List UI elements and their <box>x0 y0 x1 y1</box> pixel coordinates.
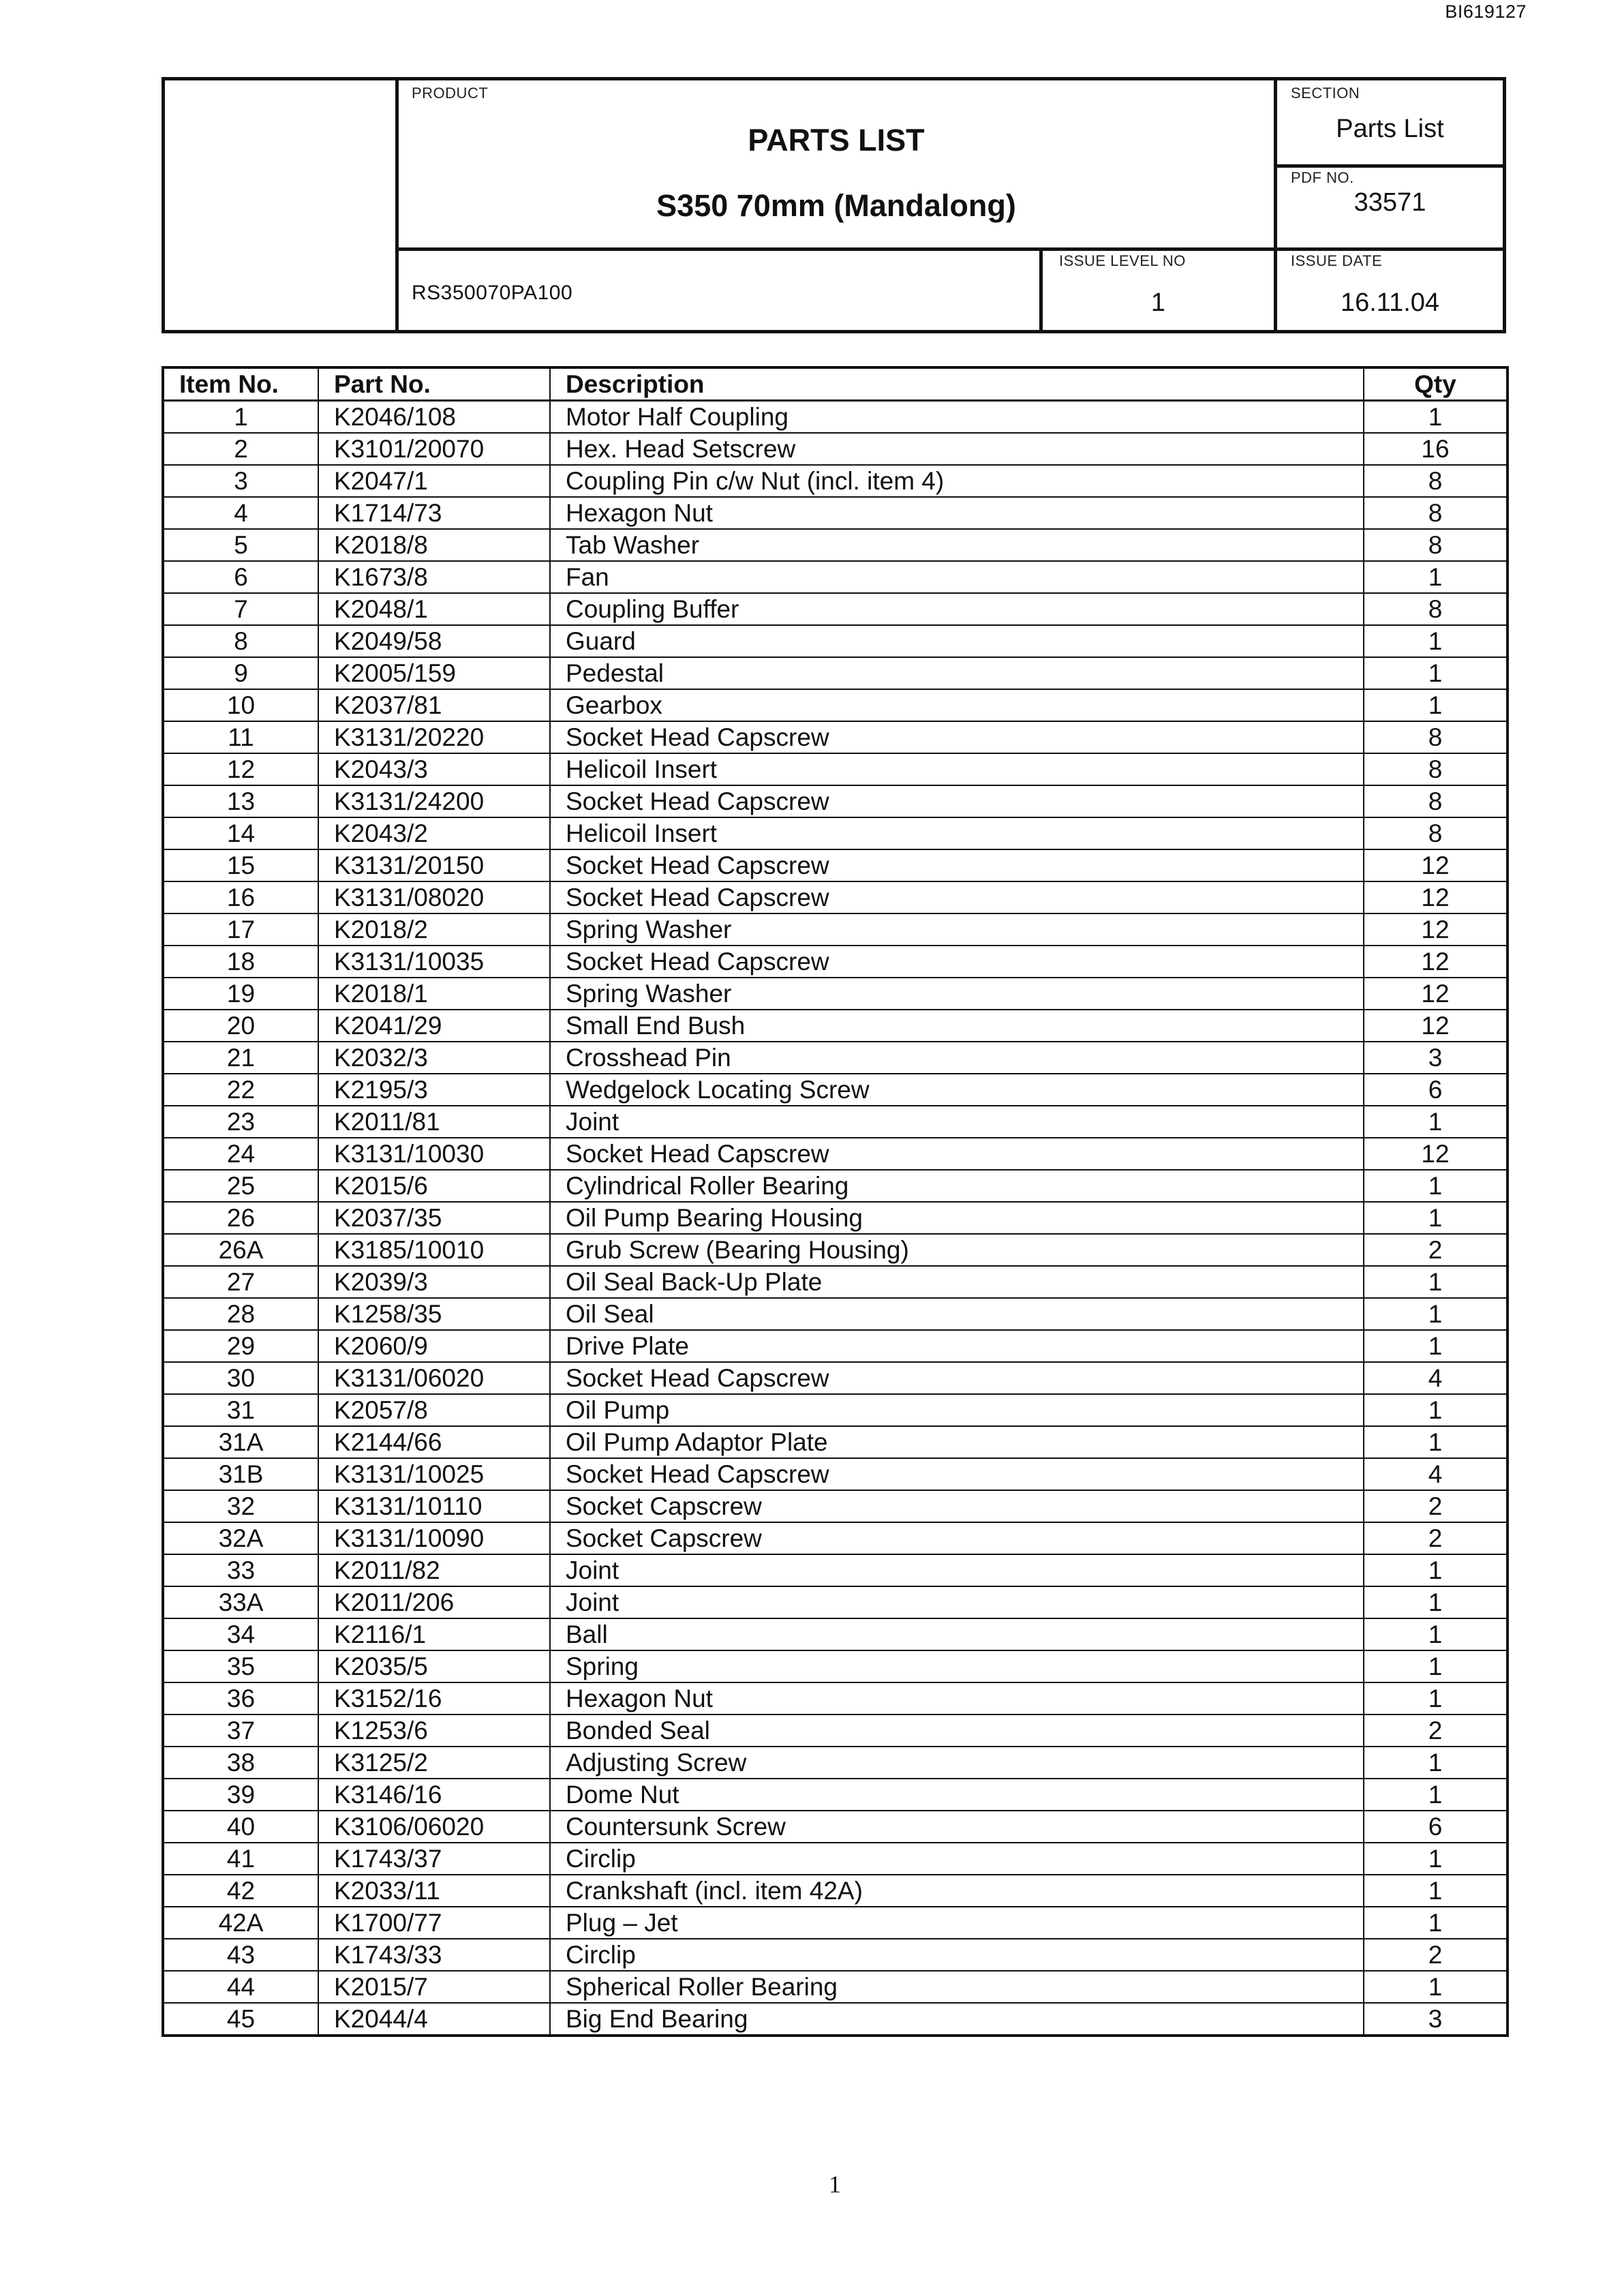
divider <box>395 247 1503 251</box>
table-row <box>163 401 1508 434</box>
cell-qty: 1 <box>1364 1747 1508 1779</box>
cell-item-no: 9 <box>163 657 318 689</box>
cell-part-no: K1700/77 <box>318 1907 550 1939</box>
cell-part-no: K2041/29 <box>318 1010 550 1042</box>
cell-description: Wedgelock Locating Screw <box>550 1074 1364 1106</box>
cell-item-no: 3 <box>163 465 318 497</box>
table-row <box>163 753 1508 785</box>
cell-item-no: 1 <box>163 401 318 434</box>
cell-description: Circlip <box>550 1843 1364 1875</box>
cell-item-no: 28 <box>163 1298 318 1330</box>
cell-qty: 8 <box>1364 529 1508 561</box>
cell-part-no: K3131/10030 <box>318 1138 550 1170</box>
cell-description: Grub Screw (Bearing Housing) <box>550 1234 1364 1266</box>
table-row <box>163 1618 1508 1650</box>
cell-part-no: K3152/16 <box>318 1682 550 1715</box>
cell-description: Socket Head Capscrew <box>550 1362 1364 1394</box>
page-number: 1 <box>829 2171 841 2198</box>
cell-qty: 1 <box>1364 1202 1508 1234</box>
cell-description: Oil Pump <box>550 1394 1364 1426</box>
cell-part-no: K1258/35 <box>318 1298 550 1330</box>
cell-qty: 12 <box>1364 849 1508 881</box>
cell-part-no: K1743/37 <box>318 1843 550 1875</box>
cell-qty: 8 <box>1364 785 1508 817</box>
page-title: PARTS LIST <box>748 123 925 157</box>
section-value: Parts List <box>1336 115 1444 143</box>
table-row <box>163 849 1508 881</box>
cell-description: Ball <box>550 1618 1364 1650</box>
table-row <box>163 1074 1508 1106</box>
table-row <box>163 1330 1508 1362</box>
cell-qty: 12 <box>1364 978 1508 1010</box>
cell-description: Socket Head Capscrew <box>550 881 1364 913</box>
table-row <box>163 946 1508 978</box>
table-row <box>163 785 1508 817</box>
document-code: RS350070PA100 <box>412 282 573 304</box>
cell-description: Socket Head Capscrew <box>550 1138 1364 1170</box>
cell-part-no: K2043/3 <box>318 753 550 785</box>
cell-item-no: 44 <box>163 1971 318 2003</box>
cell-description: Circlip <box>550 1939 1364 1971</box>
table-row <box>163 433 1508 465</box>
cell-qty: 3 <box>1364 2003 1508 2036</box>
cell-qty: 1 <box>1364 1330 1508 1362</box>
cell-part-no: K3131/08020 <box>318 881 550 913</box>
cell-description: Oil Pump Adaptor Plate <box>550 1426 1364 1458</box>
cell-item-no: 35 <box>163 1650 318 1682</box>
cell-item-no: 41 <box>163 1843 318 1875</box>
cell-item-no: 38 <box>163 1747 318 1779</box>
table-row <box>163 1747 1508 1779</box>
product-caption: PRODUCT <box>412 85 489 102</box>
cell-item-no: 33A <box>163 1586 318 1618</box>
cell-qty: 1 <box>1364 401 1508 434</box>
pdf-no-caption: PDF NO. <box>1291 169 1354 186</box>
cell-description: Socket Head Capscrew <box>550 849 1364 881</box>
cell-description: Cylindrical Roller Bearing <box>550 1170 1364 1202</box>
divider <box>1274 164 1503 168</box>
cell-description: Oil Seal Back-Up Plate <box>550 1266 1364 1298</box>
cell-part-no: K1714/73 <box>318 497 550 529</box>
cell-item-no: 27 <box>163 1266 318 1298</box>
cell-description: Socket Capscrew <box>550 1490 1364 1522</box>
table-row <box>163 1650 1508 1682</box>
cell-item-no: 21 <box>163 1042 318 1074</box>
cell-item-no: 29 <box>163 1330 318 1362</box>
table-row <box>163 721 1508 753</box>
cell-item-no: 17 <box>163 913 318 946</box>
table-row <box>163 689 1508 721</box>
table-row <box>163 1875 1508 1907</box>
table-row <box>163 1907 1508 1939</box>
cell-description: Gearbox <box>550 689 1364 721</box>
cell-part-no: K3131/10035 <box>318 946 550 978</box>
cell-part-no: K1673/8 <box>318 561 550 593</box>
cell-qty: 2 <box>1364 1490 1508 1522</box>
cell-description: Small End Bush <box>550 1010 1364 1042</box>
table-row <box>163 1266 1508 1298</box>
cell-qty: 1 <box>1364 1170 1508 1202</box>
cell-qty: 1 <box>1364 657 1508 689</box>
cell-description: Countersunk Screw <box>550 1811 1364 1843</box>
cell-part-no: K2037/81 <box>318 689 550 721</box>
cell-part-no: K3131/06020 <box>318 1362 550 1394</box>
cell-description: Socket Head Capscrew <box>550 785 1364 817</box>
table-row <box>163 1586 1508 1618</box>
cell-description: Socket Head Capscrew <box>550 1458 1364 1490</box>
table-row <box>163 1554 1508 1586</box>
cell-item-no: 34 <box>163 1618 318 1650</box>
cell-qty: 8 <box>1364 497 1508 529</box>
cell-qty: 1 <box>1364 1682 1508 1715</box>
table-body <box>163 401 1508 2036</box>
cell-description: Crankshaft (incl. item 42A) <box>550 1875 1364 1907</box>
cell-description: Pedestal <box>550 657 1364 689</box>
cell-qty: 2 <box>1364 1234 1508 1266</box>
cell-qty: 4 <box>1364 1458 1508 1490</box>
cell-part-no: K3131/10090 <box>318 1522 550 1554</box>
cell-part-no: K2144/66 <box>318 1426 550 1458</box>
table-row <box>163 1939 1508 1971</box>
cell-qty: 8 <box>1364 465 1508 497</box>
table-row <box>163 978 1508 1010</box>
table-row <box>163 1522 1508 1554</box>
cell-qty: 8 <box>1364 817 1508 849</box>
cell-part-no: K2048/1 <box>318 593 550 625</box>
cell-item-no: 16 <box>163 881 318 913</box>
table-row <box>163 1234 1508 1266</box>
cell-part-no: K2011/82 <box>318 1554 550 1586</box>
table-header-row <box>163 367 1508 401</box>
cell-qty: 1 <box>1364 1618 1508 1650</box>
cell-description: Big End Bearing <box>550 2003 1364 2036</box>
cell-qty: 12 <box>1364 946 1508 978</box>
cell-item-no: 42A <box>163 1907 318 1939</box>
cell-qty: 1 <box>1364 1907 1508 1939</box>
column-header-part-no: Part No. <box>318 367 550 401</box>
cell-part-no: K3101/20070 <box>318 433 550 465</box>
pdf-no-value: 33571 <box>1353 188 1426 217</box>
cell-qty: 6 <box>1364 1811 1508 1843</box>
cell-part-no: K2011/206 <box>318 1586 550 1618</box>
cell-part-no: K2046/108 <box>318 401 550 434</box>
cell-qty: 4 <box>1364 1362 1508 1394</box>
cell-description: Coupling Pin c/w Nut (incl. item 4) <box>550 465 1364 497</box>
cell-part-no: K3131/10110 <box>318 1490 550 1522</box>
cell-description: Adjusting Screw <box>550 1747 1364 1779</box>
issue-date-value: 16.11.04 <box>1340 288 1440 317</box>
cell-description: Joint <box>550 1106 1364 1138</box>
table-row <box>163 529 1508 561</box>
cell-qty: 8 <box>1364 721 1508 753</box>
table-row <box>163 561 1508 593</box>
cell-item-no: 39 <box>163 1779 318 1811</box>
cell-part-no: K2057/8 <box>318 1394 550 1426</box>
cell-item-no: 12 <box>163 753 318 785</box>
cell-qty: 1 <box>1364 1843 1508 1875</box>
section-caption: SECTION <box>1291 85 1360 102</box>
cell-item-no: 2 <box>163 433 318 465</box>
cell-part-no: K2018/1 <box>318 978 550 1010</box>
table-row <box>163 817 1508 849</box>
document-reference: BI619127 <box>1445 1 1527 22</box>
table-row <box>163 593 1508 625</box>
cell-description: Tab Washer <box>550 529 1364 561</box>
cell-qty: 2 <box>1364 1939 1508 1971</box>
table-row <box>163 1682 1508 1715</box>
cell-part-no: K3131/20220 <box>318 721 550 753</box>
cell-description: Motor Half Coupling <box>550 401 1364 434</box>
cell-description: Helicoil Insert <box>550 817 1364 849</box>
cell-description: Joint <box>550 1586 1364 1618</box>
cell-item-no: 37 <box>163 1715 318 1747</box>
cell-description: Plug – Jet <box>550 1907 1364 1939</box>
table-row <box>163 1779 1508 1811</box>
cell-item-no: 26A <box>163 1234 318 1266</box>
cell-description: Coupling Buffer <box>550 593 1364 625</box>
table-row <box>163 1298 1508 1330</box>
table-row <box>163 497 1508 529</box>
cell-item-no: 30 <box>163 1362 318 1394</box>
table-row <box>163 1394 1508 1426</box>
cell-item-no: 31 <box>163 1394 318 1426</box>
cell-description: Joint <box>550 1554 1364 1586</box>
cell-part-no: K1253/6 <box>318 1715 550 1747</box>
table-row <box>163 881 1508 913</box>
cell-part-no: K3185/10010 <box>318 1234 550 1266</box>
cell-qty: 1 <box>1364 1106 1508 1138</box>
cell-part-no: K2018/2 <box>318 913 550 946</box>
cell-part-no: K2039/3 <box>318 1266 550 1298</box>
cell-qty: 2 <box>1364 1522 1508 1554</box>
cell-part-no: K2116/1 <box>318 1618 550 1650</box>
issue-level-value: 1 <box>1150 288 1166 317</box>
cell-qty: 1 <box>1364 1650 1508 1682</box>
cell-item-no: 40 <box>163 1811 318 1843</box>
cell-item-no: 5 <box>163 529 318 561</box>
cell-qty: 1 <box>1364 1971 1508 2003</box>
cell-part-no: K3131/24200 <box>318 785 550 817</box>
cell-qty: 16 <box>1364 433 1508 465</box>
cell-part-no: K2018/8 <box>318 529 550 561</box>
cell-description: Helicoil Insert <box>550 753 1364 785</box>
cell-part-no: K3106/06020 <box>318 1811 550 1843</box>
cell-part-no: K2047/1 <box>318 465 550 497</box>
issue-level-caption: ISSUE LEVEL NO <box>1059 252 1186 269</box>
cell-qty: 6 <box>1364 1074 1508 1106</box>
cell-qty: 1 <box>1364 1586 1508 1618</box>
cell-qty: 12 <box>1364 881 1508 913</box>
cell-item-no: 36 <box>163 1682 318 1715</box>
table-row <box>163 1042 1508 1074</box>
cell-item-no: 31B <box>163 1458 318 1490</box>
table-row <box>163 1362 1508 1394</box>
cell-item-no: 7 <box>163 593 318 625</box>
cell-description: Hexagon Nut <box>550 1682 1364 1715</box>
table-row <box>163 913 1508 946</box>
cell-description: Drive Plate <box>550 1330 1364 1362</box>
table-row <box>163 1426 1508 1458</box>
cell-description: Hex. Head Setscrew <box>550 433 1364 465</box>
issue-date-caption: ISSUE DATE <box>1291 252 1383 269</box>
cell-item-no: 43 <box>163 1939 318 1971</box>
cell-description: Spring Washer <box>550 913 1364 946</box>
cell-item-no: 13 <box>163 785 318 817</box>
title-block <box>162 77 1506 333</box>
table-row <box>163 1170 1508 1202</box>
cell-qty: 1 <box>1364 1298 1508 1330</box>
cell-item-no: 33 <box>163 1554 318 1586</box>
cell-item-no: 26 <box>163 1202 318 1234</box>
cell-qty: 12 <box>1364 1010 1508 1042</box>
table-row <box>163 1490 1508 1522</box>
cell-description: Bonded Seal <box>550 1715 1364 1747</box>
cell-qty: 1 <box>1364 1426 1508 1458</box>
cell-item-no: 25 <box>163 1170 318 1202</box>
cell-item-no: 8 <box>163 625 318 657</box>
parts-table <box>162 366 1509 2037</box>
cell-item-no: 32A <box>163 1522 318 1554</box>
cell-description: Dome Nut <box>550 1779 1364 1811</box>
cell-part-no: K2060/9 <box>318 1330 550 1362</box>
cell-item-no: 6 <box>163 561 318 593</box>
cell-part-no: K2015/7 <box>318 1971 550 2003</box>
column-header-qty: Qty <box>1364 367 1508 401</box>
cell-part-no: K2044/4 <box>318 2003 550 2036</box>
cell-qty: 8 <box>1364 593 1508 625</box>
table-row <box>163 1106 1508 1138</box>
cell-description: Guard <box>550 625 1364 657</box>
cell-item-no: 18 <box>163 946 318 978</box>
cell-item-no: 22 <box>163 1074 318 1106</box>
cell-item-no: 4 <box>163 497 318 529</box>
cell-qty: 12 <box>1364 913 1508 946</box>
table-row <box>163 1971 1508 2003</box>
cell-description: Oil Pump Bearing Housing <box>550 1202 1364 1234</box>
column-header-item-no: Item No. <box>163 367 318 401</box>
cell-description: Crosshead Pin <box>550 1042 1364 1074</box>
cell-part-no: K2037/35 <box>318 1202 550 1234</box>
cell-item-no: 15 <box>163 849 318 881</box>
cell-item-no: 14 <box>163 817 318 849</box>
cell-part-no: K3125/2 <box>318 1747 550 1779</box>
cell-item-no: 19 <box>163 978 318 1010</box>
cell-item-no: 45 <box>163 2003 318 2036</box>
table-row <box>163 1138 1508 1170</box>
cell-item-no: 11 <box>163 721 318 753</box>
cell-part-no: K2049/58 <box>318 625 550 657</box>
cell-part-no: K2005/159 <box>318 657 550 689</box>
cell-qty: 8 <box>1364 753 1508 785</box>
cell-part-no: K3131/20150 <box>318 849 550 881</box>
cell-description: Fan <box>550 561 1364 593</box>
cell-item-no: 23 <box>163 1106 318 1138</box>
cell-description: Spring Washer <box>550 978 1364 1010</box>
table-row <box>163 1811 1508 1843</box>
cell-qty: 1 <box>1364 1554 1508 1586</box>
cell-part-no: K2032/3 <box>318 1042 550 1074</box>
table-row <box>163 1843 1508 1875</box>
cell-description: Spring <box>550 1650 1364 1682</box>
cell-description: Hexagon Nut <box>550 497 1364 529</box>
table-row <box>163 657 1508 689</box>
cell-description: Oil Seal <box>550 1298 1364 1330</box>
cell-part-no: K3131/10025 <box>318 1458 550 1490</box>
cell-description: Socket Head Capscrew <box>550 946 1364 978</box>
cell-part-no: K3146/16 <box>318 1779 550 1811</box>
cell-qty: 1 <box>1364 561 1508 593</box>
cell-description: Socket Capscrew <box>550 1522 1364 1554</box>
cell-part-no: K2035/5 <box>318 1650 550 1682</box>
cell-part-no: K2033/11 <box>318 1875 550 1907</box>
cell-part-no: K2015/6 <box>318 1170 550 1202</box>
cell-item-no: 20 <box>163 1010 318 1042</box>
cell-qty: 12 <box>1364 1138 1508 1170</box>
cell-item-no: 24 <box>163 1138 318 1170</box>
table-row <box>163 1010 1508 1042</box>
cell-description: Socket Head Capscrew <box>550 721 1364 753</box>
product-name: S350 70mm (Mandalong) <box>656 188 1016 223</box>
cell-part-no: K2011/81 <box>318 1106 550 1138</box>
table-row <box>163 2003 1508 2036</box>
cell-description: Spherical Roller Bearing <box>550 1971 1364 2003</box>
cell-part-no: K1743/33 <box>318 1939 550 1971</box>
table-row <box>163 1458 1508 1490</box>
cell-qty: 1 <box>1364 625 1508 657</box>
cell-qty: 2 <box>1364 1715 1508 1747</box>
cell-item-no: 31A <box>163 1426 318 1458</box>
cell-qty: 1 <box>1364 1779 1508 1811</box>
table-row <box>163 465 1508 497</box>
table-row <box>163 1202 1508 1234</box>
column-header-description: Description <box>550 367 1364 401</box>
table-row <box>163 1715 1508 1747</box>
cell-item-no: 42 <box>163 1875 318 1907</box>
cell-qty: 3 <box>1364 1042 1508 1074</box>
cell-part-no: K2195/3 <box>318 1074 550 1106</box>
cell-qty: 1 <box>1364 1394 1508 1426</box>
cell-qty: 1 <box>1364 1266 1508 1298</box>
cell-part-no: K2043/2 <box>318 817 550 849</box>
cell-qty: 1 <box>1364 1875 1508 1907</box>
cell-item-no: 32 <box>163 1490 318 1522</box>
table-row <box>163 625 1508 657</box>
cell-item-no: 10 <box>163 689 318 721</box>
cell-qty: 1 <box>1364 689 1508 721</box>
